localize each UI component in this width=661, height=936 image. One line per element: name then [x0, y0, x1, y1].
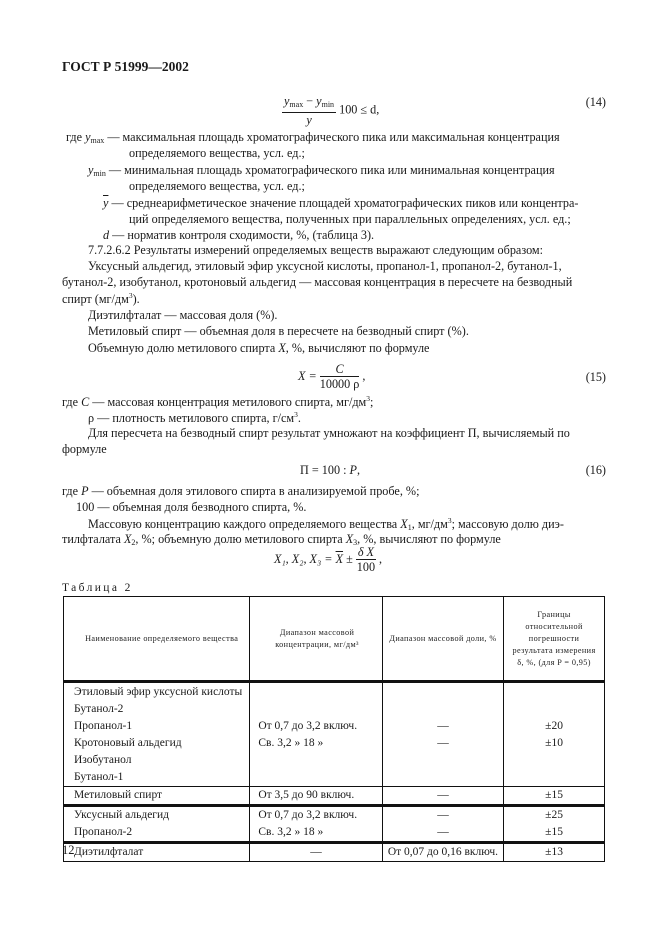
eq14-ymin: y: [316, 94, 322, 108]
where15-rho: [88, 410, 301, 426]
mass-fraction-value: —: [437, 736, 449, 749]
symbol: P: [81, 484, 89, 498]
eq14-ymin-sub: min: [321, 100, 335, 109]
symbol: C: [81, 395, 90, 409]
paragraph-methanol-formula: [88, 341, 429, 356]
range-value: От 0,7 до 3,2 включ.: [250, 806, 382, 825]
range-value: От 3,5 до 90 включ.: [250, 787, 382, 806]
col-header-substance: Наименование определяемого вещества: [64, 597, 250, 682]
substance-name: Кротоновый альдегид: [74, 737, 182, 749]
mass-fraction-value: —: [382, 806, 503, 825]
eq14-minus: −: [303, 94, 317, 108]
mass-fraction-value: —: [437, 719, 449, 732]
eq16-tail: ,: [356, 463, 361, 477]
symbol-sub: min: [93, 169, 106, 178]
clause-7-7-2-6-2: 7.7.2.6.2 Результаты измерений определяемых веществ выражают следующим образом:: [88, 243, 544, 257]
symbol: ρ: [88, 411, 95, 425]
symbol: X: [123, 532, 132, 546]
definition: — объемная доля этилового спирта в анализируемой пробе, %;: [88, 484, 420, 498]
text: ; массовую долю диэ-: [451, 517, 564, 531]
substance-name: Этиловый эфир уксусной кислоты: [74, 686, 243, 698]
definition: — объемная доля безводного спирта, %.: [94, 500, 307, 514]
table-header-row: [64, 597, 605, 682]
where14-ymin-cont: определяемого вещества, усл. ед.;: [129, 179, 305, 193]
where-label: где: [66, 130, 86, 144]
eq15-tail: ,: [359, 369, 366, 383]
dash: —: [104, 130, 123, 144]
table-row-diethylphthalate: [64, 843, 605, 862]
eq16-text: П = 100 :: [300, 463, 350, 477]
error-value: ±15: [504, 824, 605, 843]
symbol-sub: 1: [407, 523, 412, 532]
range-value: От 0,7 до 3,2 включ.: [258, 719, 358, 732]
eq17-numerator: δ X: [357, 545, 374, 559]
eq15-fraction: [320, 362, 360, 391]
where14-d: [103, 228, 374, 243]
eq14-ybar: y: [306, 113, 312, 127]
definition: — массовая концентрация метилового спирта, мг/дм: [89, 395, 367, 409]
equation-15: [298, 362, 365, 391]
table-row-group1: [64, 682, 605, 787]
table-caption: Таблица 2: [62, 582, 133, 594]
page-number: 12: [62, 843, 75, 857]
superscript: 3: [366, 394, 371, 403]
eq17-tail: ,: [375, 552, 383, 566]
paragraph-recalc-line2: формуле: [62, 442, 107, 456]
dash: —: [109, 228, 128, 242]
dash: —: [105, 163, 125, 177]
table-2: [63, 596, 605, 862]
text: , %; объемную долю метилового спирта: [135, 532, 346, 546]
where-label: где: [62, 484, 82, 498]
text: ).: [132, 292, 140, 306]
substance-name: Бутанол-2: [74, 703, 124, 715]
eq17-fraction: [356, 545, 376, 574]
document-header: ГОСТ Р 51999—2002: [62, 59, 189, 74]
group1-names: [64, 682, 250, 787]
error-value: ±10: [545, 736, 563, 749]
definition: минимальная площадь хроматографического пика или минимальная концентрация: [124, 163, 555, 177]
symbol: d: [103, 228, 110, 242]
equation-number-15: (15): [585, 370, 606, 384]
mass-fraction-value: —: [382, 824, 503, 843]
eq14-fraction: [282, 94, 336, 127]
definition: максимальная площадь хроматографического пика или максимальная концентрация: [122, 130, 560, 144]
text: ;: [370, 395, 374, 409]
definition: — плотность метилового спирта, г/см: [94, 411, 295, 425]
text: Объемную долю метилового спирта: [88, 341, 279, 355]
eq15-numerator: C: [320, 362, 360, 377]
text: , %, вычисляют по формуле: [285, 341, 430, 355]
col-header-mass-fraction: Диапазон массовой доли, %: [382, 597, 503, 682]
range-value: —: [250, 843, 382, 862]
group1-mass-fraction: [382, 682, 503, 787]
symbol: X: [400, 517, 408, 531]
symbol: X: [278, 341, 286, 355]
text: Массовую концентрацию каждого определяемого вещества: [88, 517, 401, 531]
definition: среднеарифметическое значение площадей хроматографических пиков или концентра-: [126, 196, 579, 210]
where-label: где: [62, 395, 82, 409]
eq15-lhs: X =: [298, 369, 320, 383]
eq14-ymax: y: [284, 94, 290, 108]
symbol: y: [88, 163, 94, 177]
text: .: [297, 411, 301, 425]
eq17-lhs: X₁, X₂, X₃ =: [274, 552, 336, 566]
eq17-plus-minus: ±: [343, 552, 356, 566]
substance-name: Пропанол-2: [64, 824, 250, 843]
text: спирт (мг/дм: [62, 292, 129, 306]
eq14-tail: 100 ≤ d,: [336, 102, 380, 117]
error-value: ±20: [545, 719, 563, 732]
where14-ymax-cont: определяемого вещества, усл. ед.;: [129, 146, 305, 160]
equation-17: [274, 545, 382, 574]
symbol-sub: 3: [353, 538, 358, 547]
paragraph-methanol: Метиловый спирт — объемная доля в пересчете на безводный спирт (%).: [88, 324, 469, 338]
paragraph-formula17-line1: [88, 516, 564, 532]
table-row-acetaldehyde: [64, 806, 605, 825]
equation-number-16: (16): [585, 463, 606, 477]
error-value: ±13: [504, 843, 605, 862]
mass-fraction-value: От 0,07 до 0,16 включ.: [382, 843, 503, 862]
eq17-xbar: $\overline{X}$: [335, 552, 344, 566]
symbol: $\overline{y}$: [103, 196, 109, 210]
substance-name: Метиловый спирт: [64, 787, 250, 806]
range-value: Св. 3,2 » 18 »: [250, 824, 382, 843]
definition: норматив контроля сходимости, %, (таблица 3).: [127, 228, 375, 242]
symbol: 100: [76, 500, 95, 514]
symbol-sub: max: [90, 136, 105, 145]
substance-name: Бутанол-1: [74, 771, 124, 783]
paragraph-substances-line2: бутанол-2, изобутанол, кротоновый альдегид — массовая концентрация в пересчете на безводный: [62, 275, 573, 289]
text: , мг/дм: [411, 517, 448, 531]
symbol: X: [345, 532, 354, 546]
equation-16: [300, 463, 360, 478]
equation-number-14: (14): [585, 95, 606, 109]
table-row-propanol-2: [64, 824, 605, 843]
where15-c: [62, 394, 373, 410]
symbol-sub: 2: [131, 538, 136, 547]
paragraph-diethylphthalate: Диэтилфталат — массовая доля (%).: [88, 308, 278, 322]
eq16-symbol: P: [349, 463, 357, 477]
eq15-denominator: 10000 ρ: [319, 377, 360, 391]
substance-name: Пропанол-1: [74, 720, 133, 732]
error-value: ±25: [504, 806, 605, 825]
equation-14: [282, 94, 379, 127]
mass-fraction-value: —: [382, 787, 503, 806]
where16-100: [76, 500, 306, 515]
paragraph-substances-line3: [62, 291, 140, 307]
error-value: ±15: [504, 787, 605, 806]
substance-name: Диэтилфталат: [64, 843, 250, 862]
where14-ybar: [103, 196, 578, 211]
superscript: 3: [294, 410, 298, 419]
text: , %, вычисляют по формуле: [357, 532, 501, 546]
where14-ymin: [88, 163, 555, 178]
group1-error: [504, 682, 605, 787]
range-value: Св. 3,2 » 18 »: [258, 736, 324, 749]
substance-name: Уксусный альдегид: [64, 806, 250, 825]
table-row-methanol: [64, 787, 605, 806]
dash: —: [108, 196, 127, 210]
col-header-mass-concentration: Диапазон массовой концентрации, мг/дм³: [250, 597, 382, 682]
symbol: y: [85, 130, 91, 144]
col-header-error-bounds: Границы относительной погрешности результата измерения δ, %, (для P = 0,95): [504, 597, 605, 682]
where14-ymax: [66, 130, 560, 145]
group1-ranges: [250, 682, 382, 787]
eq17-denominator: 100: [356, 560, 376, 574]
paragraph-recalc-line1: Для пересчета на безводный спирт результат умножают на коэффициент П, вычисляемый по: [88, 426, 570, 440]
superscript: 3: [128, 291, 133, 300]
eq14-ymax-sub: max: [289, 100, 304, 109]
substance-name: Изобутанол: [74, 754, 132, 766]
text: тилфталата: [62, 532, 124, 546]
paragraph-substances-line1: Уксусный альдегид, этиловый эфир уксусной кислоты, пропанол-1, пропанол-2, бутанол-1,: [88, 259, 562, 273]
where14-ybar-cont: ций определяемого вещества, полученных при параллельных определениях, усл. ед.;: [129, 212, 571, 226]
where16-p: [62, 484, 419, 499]
superscript: 3: [447, 516, 452, 525]
